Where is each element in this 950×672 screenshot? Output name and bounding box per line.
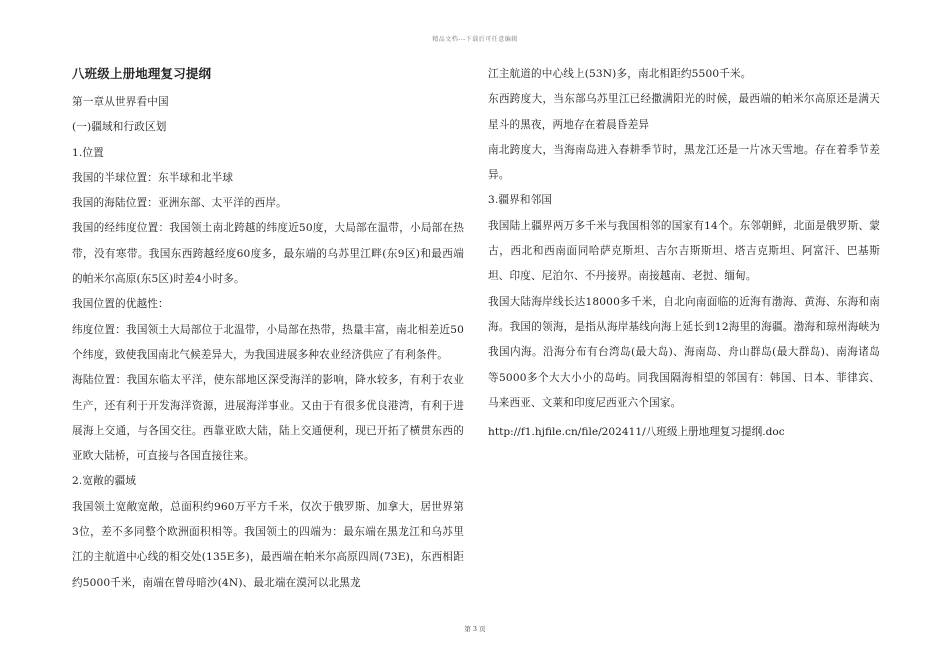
paragraph: 我国的经纬度位置：我国领土南北跨越的纬度近50度，大局部在温带，小局部在热带，没有寒带。我国东西跨越经度60度多，最东端的乌苏里江畔(东9区)和最西端的帕米尔高原(东5区)时差4小时多。: [72, 222, 464, 286]
paragraph: 江主航道的中心线上(53N)多，南北相距约5500千米。: [488, 68, 752, 80]
paragraph: 南北跨度大，当海南岛进入春耕季节时，黑龙江还是一片冰天雪地。存在着季节差异。: [488, 143, 880, 182]
paragraph: 纬度位置：我国领土大局部位于北温带，小局部在热带，热量丰富，南北相差近50个纬度，致使我国南北气候差异大，为我国进展多种农业经济供应了有利条件。: [72, 323, 464, 361]
left-column: [72, 60, 464, 596]
paragraph: 我国陆上疆界两万多千米与我国相邻的国家有14个。东邻朝鲜，北面是俄罗斯、蒙古，西北和西南面同哈萨克斯坦、吉尔吉斯斯坦、塔吉克斯坦、阿富汗、巴基斯坦、印度、尼泊尔、不丹接界。南接越南、老挝、缅甸。: [488, 219, 880, 283]
paragraph: 我国领土宽敞宽敞，总面积约960万平方千米，仅次于俄罗斯、加拿大，居世界第3位，差不多同整个欧洲面积相等。我国领土的四端为：最东端在黑龙江和乌苏里江的主航道中心线的相交处(135E多)，最西端在帕米尔高原四周(73E)，东西相距约5000千米，南端在曾母暗沙(4N)、最北端在漠河以北黑龙: [72, 500, 464, 589]
paragraph: 我国位置的优越性：: [72, 298, 169, 311]
paragraph: 我国的海陆位置：亚洲东部、太平洋的西岸。: [72, 197, 287, 210]
paragraph: 东西跨度大，当东部乌苏里江已经撒满阳光的时候，最西端的帕米尔高原还是满天星斗的黑夜，两地存在着晨昏差异: [488, 93, 880, 131]
right-column: [488, 62, 880, 445]
section-heading: (一)疆域和行政区划: [72, 121, 167, 134]
subsection-heading: 1.位置: [72, 146, 104, 159]
document-title: 八班级上册地理复习提纲: [72, 66, 212, 81]
chapter-heading: 第一章从世界看中国: [72, 96, 169, 108]
paragraph: 海陆位置：我国东临太平洋，使东部地区深受海洋的影响，降水较多，有利于农业生产，还有利于开发海洋资源，进展海洋事业。又由于有很多优良港湾，有利于进展海上交通，与各国交往。西靠亚欧大陆，陆上交通便利，现已开拓了横贯东西的亚欧大陆桥，可直接与各国直接往来。: [72, 374, 464, 463]
subsection-heading: 2.宽敞的疆域: [72, 475, 137, 488]
paragraph: 我国的半球位置：东半球和北半球: [72, 171, 234, 184]
paragraph: 我国大陆海岸线长达18000多千米，自北向南面临的近海有渤海、黄海、东海和南海。我国的领海，是指从海岸基线向海上延长到12海里的海疆。渤海和琼州海峡为我国内海。沿海分布有台湾岛(最大岛)、海南岛、舟山群岛(最大群岛)、南海诸岛等5000多个大大小小的岛屿。同我国隔海相望的邻国有：韩国、日本、菲律宾、马来西亚、文莱和印度尼西亚六个国家。: [488, 295, 880, 409]
page-header-note: 精品文档---下载后可任意编辑: [432, 36, 518, 43]
source-url: http://f1.hjfile.cn/file/202411/八班级上册地理复习提纲.doc: [488, 426, 785, 439]
page-number: 第 3 页: [464, 625, 486, 633]
subsection-heading: 3.疆界和邻国: [488, 194, 553, 207]
